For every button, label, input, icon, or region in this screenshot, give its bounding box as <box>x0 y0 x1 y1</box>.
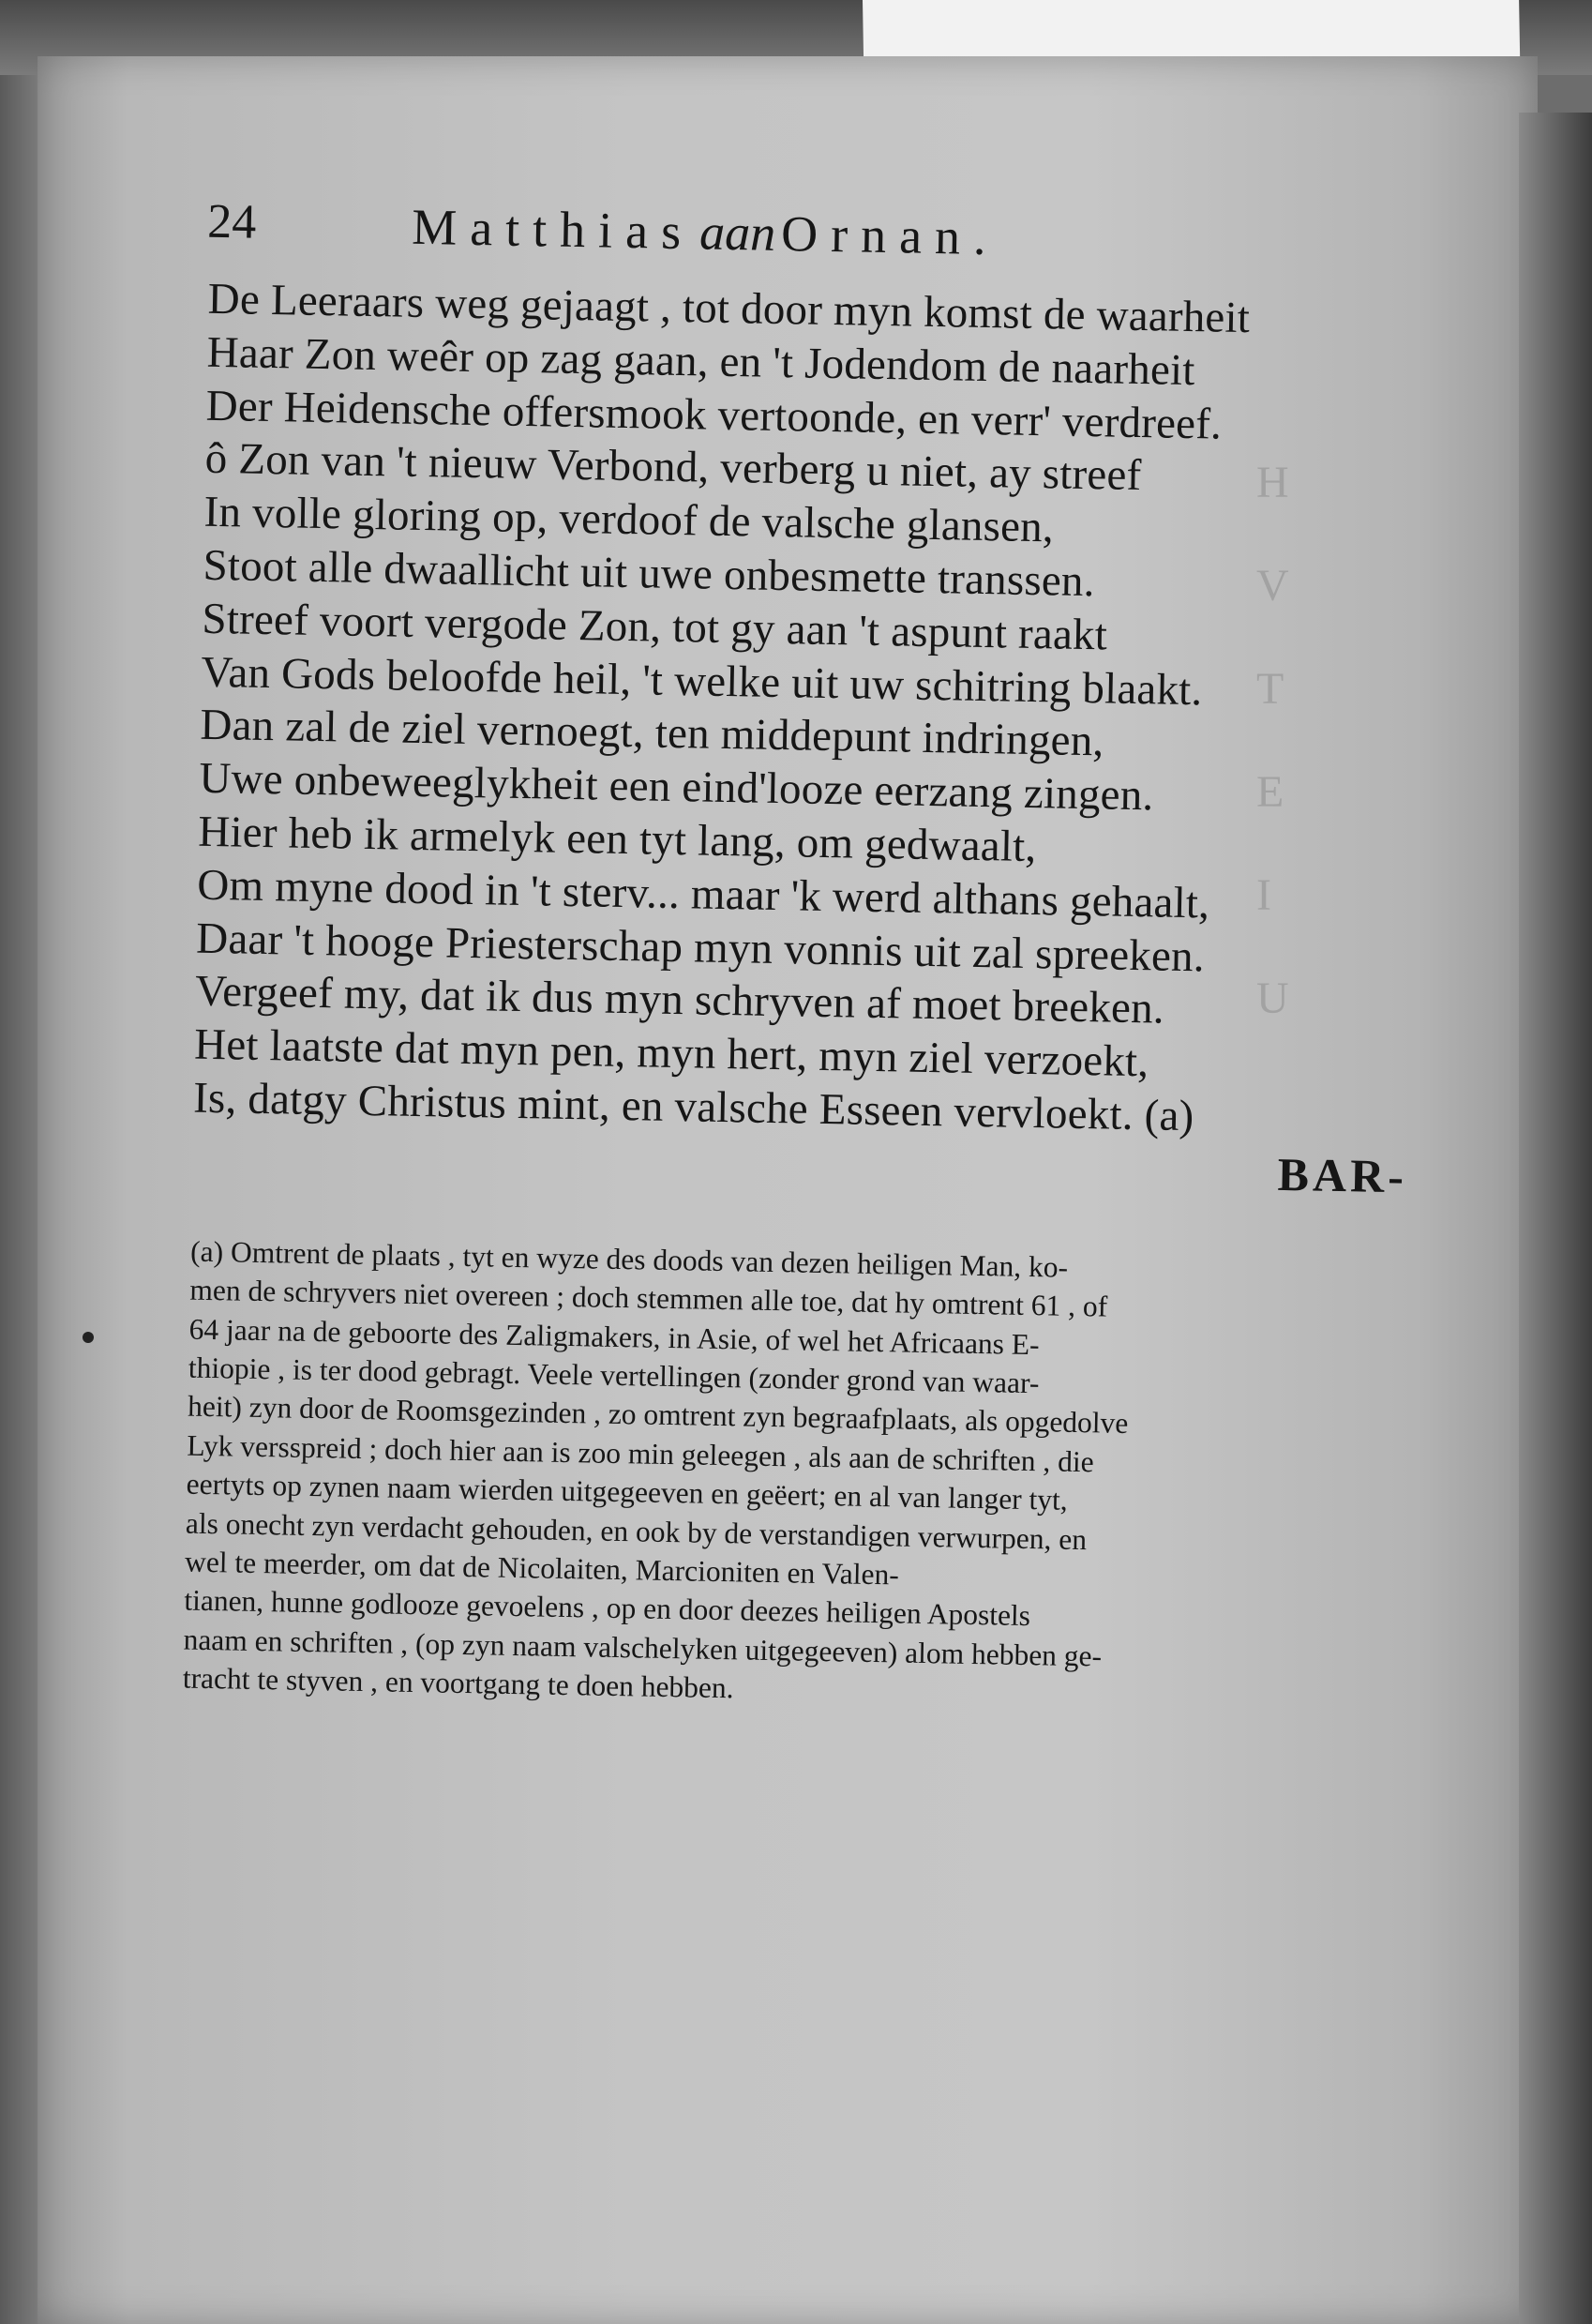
verse-line: Dan zal de ziel vernoegt, ten middepunt indringen, <box>200 701 1104 766</box>
verse-line: Streef voort vergode Zon, tot gy aan 't aspunt raakt <box>202 594 1108 660</box>
footnote-line: tianen, hunne godlooze gevoelens , op en door deezes heiligen Apostels <box>184 1583 1031 1633</box>
verse-line: Uwe onbeweeglykheit een eind'looze eerzang zingen. <box>198 753 1154 821</box>
bleed-through-text: H V T E I U <box>1256 458 1289 1023</box>
page-content <box>142 188 1500 1721</box>
verse-line: Stoot alle dwaallicht uit uwe onbesmette transsen. <box>203 540 1096 607</box>
verse-line: In volle gloring op, verdoof de valsche glansen, <box>203 487 1055 552</box>
ink-spot <box>83 1332 94 1343</box>
running-title-second: Ornan. <box>780 204 1000 266</box>
verse-line: Hier heb ik armelyk een tyt lang, om gedwaalt, <box>197 807 1037 872</box>
footnote-line: Lyk versspreid ; doch hier aan is zoo min geleegen , als aan de schriften , die <box>187 1428 1095 1479</box>
footnote-line: (a) Omtrent de plaats , tyt en wyze des doods van dezen heiligen Man, ko- <box>189 1234 1069 1284</box>
footnote-line: men de schryvers niet overeen ; doch stemmen alle toe, dat hy omtrent 61 , of <box>189 1273 1108 1323</box>
running-title-connector: aan <box>698 204 776 262</box>
verse-line: Is, datgy Christus mint, en valsche Esseen vervloekt. (a) <box>192 1073 1194 1141</box>
catchword: BAR- <box>1277 1147 1408 1203</box>
footnote-line: thiopie , is ter dood gebragt. Veele vertellingen (zonder grond van waar- <box>188 1351 1040 1400</box>
verse-line: Daar 't hooge Priesterschap myn vonnis uit zal spreeken. <box>195 913 1206 981</box>
page-number: 24 <box>206 194 257 249</box>
footnote-line: tracht te styven , en voortgang te doen hebben. <box>182 1661 734 1705</box>
verse-line: Vergeef my, dat ik dus myn schryven af moet breeken. <box>194 967 1165 1034</box>
verse-line: De Leeraars weg gejaagt , tot door myn komst de waarheit <box>207 274 1251 343</box>
page-edge-shadow <box>1519 113 1592 2324</box>
footnote <box>182 1231 1437 1720</box>
verse-line: Haar Zon weêr op zag gaan, en 't Jodendom de naarheit <box>206 327 1196 395</box>
verse-line: Om myne dood in 't sterv... maar 'k werd althans gehaalt, <box>196 860 1210 928</box>
footnote-line: als onecht zyn verdacht gehouden, en ook by de verstandigen verwurpen, en <box>185 1506 1088 1556</box>
verse-line: ô Zon van 't nieuw Verbond, verberg u niet, ay streef <box>204 434 1142 501</box>
verse-line: Het laatste dat myn pen, myn hert, myn ziel verzoekt, <box>193 1019 1149 1087</box>
verse-line: Van Gods beloofde heil, 't welke uit uw schitring blaakt. <box>201 647 1203 715</box>
running-title <box>412 198 999 266</box>
footnote-line: heit) zyn door de Roomsgezinden , zo omtrent zyn begraafplaats, als opgedolve <box>187 1389 1129 1441</box>
footnote-line: wel te meerder, om dat de Nicolaiten, Marcioniten en Valen- <box>184 1545 900 1592</box>
footnote-line: 64 jaar na de geboorte des Zaligmakers, in Asie, of wel het Africaans E- <box>188 1312 1040 1361</box>
footnote-line: naam en schriften , (op zyn naam valschelyken uitgegeeven) alom hebben ge- <box>183 1622 1103 1673</box>
verse-block <box>152 272 1498 1149</box>
footnote-line: eertyts op zynen naam wierden uitgegeeven en geëert; en al van langer tyt, <box>186 1467 1069 1517</box>
left-background <box>0 0 38 2324</box>
running-title-first: Matthias <box>411 198 695 261</box>
verse-line: Der Heidensche offersmook vertoonde, en verr' verdreef. <box>205 381 1223 449</box>
